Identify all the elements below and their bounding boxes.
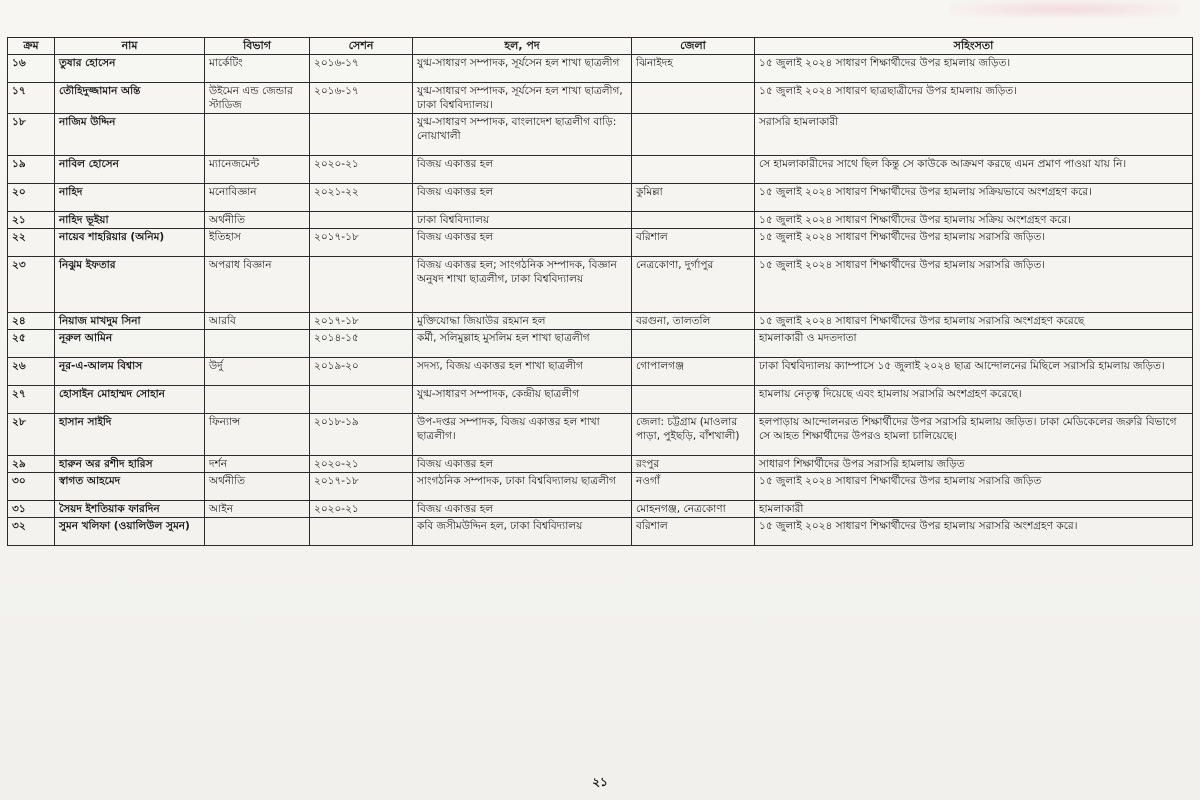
table-row bbox=[8, 114, 1193, 156]
cell-serial: ৩২ bbox=[8, 518, 55, 546]
cell-involvement: ১৫ জুলাই ২০২৪ সাধারণ শিক্ষার্থীদের উপর হামলায় সরাসরি অংশগ্রহণ করেছে bbox=[755, 313, 1193, 330]
cell-involvement: ঢাকা বিশ্ববিদ্যালয় ক্যাম্পাসে ১৫ জুলাই ২০২৪ ছাত্র আন্দোলনের মিছিলে সরাসরি হামলায় জড়িত। bbox=[755, 358, 1193, 386]
table-row bbox=[8, 184, 1193, 212]
cell-serial: ২৫ bbox=[8, 330, 55, 358]
cell-department bbox=[205, 330, 310, 358]
cell-involvement: হলপাড়ায় আন্দোলনরত শিক্ষার্থীদের উপর সরাসরি হামলায় জড়িত। ঢাকা মেডিকেলের জরুরি বিভাগে সে আহত শিক্ষার্থীদের উপরও হামলা চালিয়েছে। bbox=[755, 414, 1193, 456]
cell-serial: ২৯ bbox=[8, 456, 55, 473]
cell-hall-position: বিজয় একাত্তর হল bbox=[413, 156, 632, 184]
cell-session bbox=[310, 386, 413, 414]
table-row bbox=[8, 473, 1193, 501]
cell-session: ২০১৭-১৮ bbox=[310, 313, 413, 330]
cell-name: নাবিল হোসেন bbox=[55, 156, 205, 184]
cell-name: হাসান সাইদি bbox=[55, 414, 205, 456]
cell-department: উর্দু bbox=[205, 358, 310, 386]
cell-district: কুমিল্লা bbox=[632, 184, 755, 212]
cell-hall-position: সদস্য, বিজয় একাত্তর হল শাখা ছাত্রলীগ bbox=[413, 358, 632, 386]
cell-department: অর্থনীতি bbox=[205, 473, 310, 501]
cell-department: উইমেন এন্ড জেন্ডার স্টাডিজ bbox=[205, 83, 310, 114]
table-row bbox=[8, 358, 1193, 386]
cell-hall-position: যুগ্ম-সাধারণ সম্পাদক, সূর্যসেন হল শাখা ছাত্রলীগ bbox=[413, 55, 632, 83]
cell-involvement: হামলাকারী bbox=[755, 501, 1193, 518]
cell-session: ২০২০-২১ bbox=[310, 156, 413, 184]
cell-district bbox=[632, 156, 755, 184]
cell-department: ফিন্যান্স bbox=[205, 414, 310, 456]
cell-serial: ২৬ bbox=[8, 358, 55, 386]
header-department: বিভাগ bbox=[205, 38, 310, 55]
table-row bbox=[8, 313, 1193, 330]
table-row bbox=[8, 414, 1193, 456]
cell-district: নওগাঁ bbox=[632, 473, 755, 501]
cell-involvement: হামলাকারী ও মদতদাতা bbox=[755, 330, 1193, 358]
cell-involvement: ১৫ জুলাই ২০২৪ সাধারণ শিক্ষার্থীদের উপর হামলায় সরাসরি জড়িত। bbox=[755, 257, 1193, 313]
cell-serial: ২৩ bbox=[8, 257, 55, 313]
cell-hall-position: উপ-দপ্তর সম্পাদক, বিজয় একাত্তর হল শাখা ছাত্রলীগ। bbox=[413, 414, 632, 456]
cell-involvement: সাধারণ শিক্ষার্থীদের উপর সরাসরি হামলায় জড়িত bbox=[755, 456, 1193, 473]
header-name: নাম bbox=[55, 38, 205, 55]
cell-hall-position: ঢাকা বিশ্ববিদ্যালয় bbox=[413, 212, 632, 229]
cell-district: গোপালগঞ্জ bbox=[632, 358, 755, 386]
cell-name: হারুন অর রশীদ হারিস bbox=[55, 456, 205, 473]
cell-name: নিঝুম ইফতার bbox=[55, 257, 205, 313]
cell-involvement: ১৫ জুলাই ২০২৪ সাধারণ শিক্ষার্থীদের উপর হামলায় সক্রিয় অংশগ্রহণ করে। bbox=[755, 212, 1193, 229]
cell-name: তৌহিদুজ্জামান অন্তি bbox=[55, 83, 205, 114]
cell-name: নায়েব শাহরিয়ার (অনিম) bbox=[55, 229, 205, 257]
cell-name: নাহিদ ভূইয়া bbox=[55, 212, 205, 229]
cell-serial: ২০ bbox=[8, 184, 55, 212]
cell-serial: ২২ bbox=[8, 229, 55, 257]
cell-serial: ৩১ bbox=[8, 501, 55, 518]
header-district: জেলা bbox=[632, 38, 755, 55]
cell-name: হোসাইন মোহাম্মদ সোহান bbox=[55, 386, 205, 414]
cell-hall-position: যুগ্ম-সাধারণ সম্পাদক, বাংলাদেশ ছাত্রলীগ বাড়ি: নোয়াখালী bbox=[413, 114, 632, 156]
table-row bbox=[8, 55, 1193, 83]
cell-session: ২০১৮-১৯ bbox=[310, 414, 413, 456]
cell-department: আরবি bbox=[205, 313, 310, 330]
cell-session: ২০২০-২১ bbox=[310, 501, 413, 518]
header-involvement: সহিংসতা bbox=[755, 38, 1193, 55]
cell-hall-position: যুগ্ম-সাধারণ সম্পাদক, কেন্দ্রীয় ছাত্রলীগ bbox=[413, 386, 632, 414]
cell-district: ঝিনাইদহ bbox=[632, 55, 755, 83]
table-row bbox=[8, 212, 1193, 229]
cell-name: নাহিদ bbox=[55, 184, 205, 212]
cell-district: মোহনগঞ্জ, নেত্রকোণা bbox=[632, 501, 755, 518]
cell-name: নূর-এ-আলম বিশ্বাস bbox=[55, 358, 205, 386]
cell-serial: ২৮ bbox=[8, 414, 55, 456]
table-row bbox=[8, 456, 1193, 473]
table-row bbox=[8, 83, 1193, 114]
cell-hall-position: বিজয় একাত্তর হল bbox=[413, 501, 632, 518]
cell-hall-position: যুগ্ম-সাধারণ সম্পাদক, সূর্যসেন হল শাখা ছাত্রলীগ, ঢাকা বিশ্ববিদ্যালয়। bbox=[413, 83, 632, 114]
header-hall-position: হল, পদ bbox=[413, 38, 632, 55]
cell-hall-position: বিজয় একাত্তর হল bbox=[413, 229, 632, 257]
cell-department: অপরাধ বিজ্ঞান bbox=[205, 257, 310, 313]
header-session: সেশন bbox=[310, 38, 413, 55]
cell-name: নূরুল আমিন bbox=[55, 330, 205, 358]
cell-involvement: হামলায় নেতৃত্ব দিয়েছে এবং হামলায় সরাসরি অংশগ্রহণ করেছে। bbox=[755, 386, 1193, 414]
cell-name: সৈয়দ ইশতিয়াক ফারদিন bbox=[55, 501, 205, 518]
cell-name: স্বাগত আহমেদ bbox=[55, 473, 205, 501]
header-serial: ক্রম bbox=[8, 38, 55, 55]
cell-department: ম্যানেজমেন্ট bbox=[205, 156, 310, 184]
cell-session: ২০১৬-১৭ bbox=[310, 83, 413, 114]
table-row bbox=[8, 386, 1193, 414]
cell-district bbox=[632, 330, 755, 358]
cell-district: রংপুর bbox=[632, 456, 755, 473]
cell-serial: ১৮ bbox=[8, 114, 55, 156]
cell-involvement: ১৫ জুলাই ২০২৪ সাধারণ শিক্ষার্থীদের উপর হামলায় সরাসরি জড়িত। bbox=[755, 229, 1193, 257]
cell-serial: ২৪ bbox=[8, 313, 55, 330]
table-row bbox=[8, 156, 1193, 184]
cell-serial: ১৯ bbox=[8, 156, 55, 184]
table-row bbox=[8, 229, 1193, 257]
cell-department: দর্শন bbox=[205, 456, 310, 473]
cell-department: ইতিহাস bbox=[205, 229, 310, 257]
cell-department bbox=[205, 386, 310, 414]
cell-department: আইন bbox=[205, 501, 310, 518]
cell-hall-position: বিজয় একাত্তর হল; সাংগঠনিক সম্পাদক, বিজ্ঞান অনুষদ শাখা ছাত্রলীগ, ঢাকা বিশ্ববিদ্যালয় bbox=[413, 257, 632, 313]
cell-district: নেত্রকোণা, দুর্গাপুর bbox=[632, 257, 755, 313]
cell-session bbox=[310, 257, 413, 313]
table-header-row bbox=[8, 38, 1193, 55]
cell-involvement: ১৫ জুলাই ২০২৪ সাধারণ শিক্ষার্থীদের উপর হামলায় সরাসরি অংশগ্রহণ করে। bbox=[755, 518, 1193, 546]
cell-district bbox=[632, 212, 755, 229]
cell-hall-position: মুক্তিযোদ্ধা জিয়াউর রহমান হল bbox=[413, 313, 632, 330]
cell-name: নিয়াজ মাখদুম সিনা bbox=[55, 313, 205, 330]
cell-hall-position: সাংগঠনিক সম্পাদক, ঢাকা বিশ্ববিদ্যালয় ছাত্রলীগ bbox=[413, 473, 632, 501]
cell-district: বরিশাল bbox=[632, 518, 755, 546]
cell-hall-position: বিজয় একাত্তর হল bbox=[413, 456, 632, 473]
cell-department bbox=[205, 518, 310, 546]
cell-involvement: সরাসরি হামলাকারী bbox=[755, 114, 1193, 156]
cell-serial: ২১ bbox=[8, 212, 55, 229]
cell-serial: ২৭ bbox=[8, 386, 55, 414]
cell-serial: ৩০ bbox=[8, 473, 55, 501]
cell-session: ২০১৬-১৭ bbox=[310, 55, 413, 83]
cell-name: তুষার হোসেন bbox=[55, 55, 205, 83]
cell-district: বরিশাল bbox=[632, 229, 755, 257]
cell-serial: ১৬ bbox=[8, 55, 55, 83]
cell-session bbox=[310, 212, 413, 229]
cell-department: অর্থনীতি bbox=[205, 212, 310, 229]
cell-hall-position: কর্মী, সলিমুল্লাহ মুসলিম হল শাখা ছাত্রলীগ bbox=[413, 330, 632, 358]
table-row bbox=[8, 501, 1193, 518]
table-row bbox=[8, 330, 1193, 358]
cell-involvement: সে হামলাকারীদের সাথে ছিল কিন্তু সে কাউকে আক্রমণ করছে এমন প্রমাণ পাওয়া যায় নি। bbox=[755, 156, 1193, 184]
cell-session bbox=[310, 114, 413, 156]
cell-name: নাজিম উদ্দিন bbox=[55, 114, 205, 156]
table-row bbox=[8, 257, 1193, 313]
cell-involvement: ১৫ জুলাই ২০২৪ সাধারণ শিক্ষার্থীদের উপর হামলায় জড়িত। bbox=[755, 55, 1193, 83]
cell-department: মার্কেটিং bbox=[205, 55, 310, 83]
seal-stamp bbox=[950, 0, 1180, 18]
cell-involvement: ১৫ জুলাই ২০২৪ সাধারণ শিক্ষার্থীদের উপর হামলায় সরাসরি জড়িত bbox=[755, 473, 1193, 501]
cell-session: ২০১৭-১৮ bbox=[310, 473, 413, 501]
page-number: ২১ bbox=[592, 775, 608, 789]
cell-involvement: ১৫ জুলাই ২০২৪ সাধারণ শিক্ষার্থীদের উপর হামলায় সক্রিয়ভাবে অংশগ্রহণ করে। bbox=[755, 184, 1193, 212]
cell-session: ২০১৭-১৮ bbox=[310, 229, 413, 257]
cell-session: ২০১৯-২০ bbox=[310, 358, 413, 386]
cell-district: জেলা: চট্টগ্রাম (মাওলার পাড়া, পুইছড়ি, বাঁশখালী) bbox=[632, 414, 755, 456]
cell-hall-position: বিজয় একাত্তর হল bbox=[413, 184, 632, 212]
cell-session: ২০২১-২২ bbox=[310, 184, 413, 212]
records-table bbox=[7, 37, 1193, 546]
cell-district: বরগুনা, তালতলি bbox=[632, 313, 755, 330]
cell-department: মনোবিজ্ঞান bbox=[205, 184, 310, 212]
table-row bbox=[8, 518, 1193, 546]
cell-name: সুমন খলিফা (ওয়ালিউল সুমন) bbox=[55, 518, 205, 546]
cell-district bbox=[632, 386, 755, 414]
cell-department bbox=[205, 114, 310, 156]
cell-district bbox=[632, 114, 755, 156]
cell-serial: ১৭ bbox=[8, 83, 55, 114]
cell-session bbox=[310, 518, 413, 546]
cell-session: ২০১৪-১৫ bbox=[310, 330, 413, 358]
cell-session: ২০২০-২১ bbox=[310, 456, 413, 473]
cell-district bbox=[632, 83, 755, 114]
cell-involvement: ১৫ জুলাই ২০২৪ সাধারণ ছাত্রছাত্রীদের উপর হামলায় জড়িত। bbox=[755, 83, 1193, 114]
cell-hall-position: কবি জসীমউদ্দিন হল, ঢাকা বিশ্ববিদ্যালয় bbox=[413, 518, 632, 546]
